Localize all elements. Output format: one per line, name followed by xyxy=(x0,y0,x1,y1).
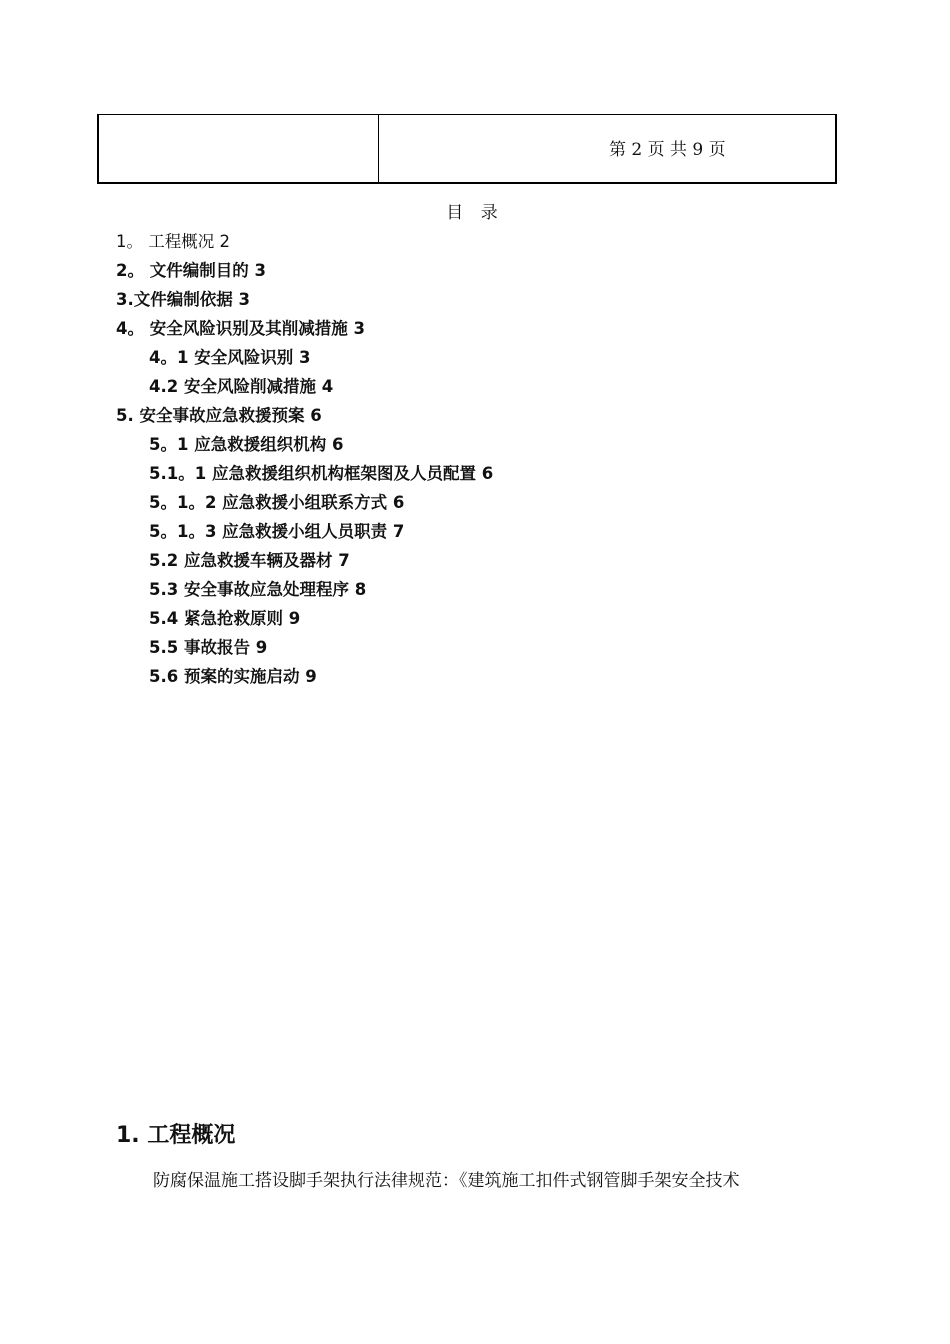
toc-item-5-1-3[interactable]: 5。1。3 应急救援小组人员职责 7 xyxy=(149,522,405,541)
toc-item-5-5[interactable]: 5.5 事故报告 9 xyxy=(149,638,268,657)
page-number: 第 2 页 共 9 页 xyxy=(609,140,726,160)
header-right-cell xyxy=(379,115,835,182)
toc-item-5-1-2[interactable]: 5。1。2 应急救援小组联系方式 6 xyxy=(149,493,405,512)
toc-item-5-1-1[interactable]: 5.1。1 应急救援组织机构框架图及人员配置 6 xyxy=(149,464,494,483)
toc-item-4-1[interactable]: 4。1 安全风险识别 3 xyxy=(149,348,311,367)
toc-item-4-2[interactable]: 4.2 安全风险削减措施 4 xyxy=(149,377,334,396)
toc-item-5[interactable]: 5. 安全事故应急救援预案 6 xyxy=(116,406,322,425)
toc-item-5-3[interactable]: 5.3 安全事故应急处理程序 8 xyxy=(149,580,367,599)
header-table xyxy=(97,114,837,184)
section-paragraph: 防腐保温施工搭设脚手架执行法律规范：《建筑施工扣件式钢管脚手架安全技术 xyxy=(153,1171,740,1191)
toc-item-5-4[interactable]: 5.4 紧急抢救原则 9 xyxy=(149,609,301,628)
toc-item-5-2[interactable]: 5.2 应急救援车辆及器材 7 xyxy=(149,551,350,570)
toc-item-5-1[interactable]: 5。1 应急救援组织机构 6 xyxy=(149,435,344,454)
section-heading: 1. 工程概况 xyxy=(116,1123,236,1148)
toc-item-1[interactable]: 1。 工程概况 2 xyxy=(116,232,230,251)
toc-title: 目 录 xyxy=(446,203,504,223)
header-left-cell xyxy=(99,115,379,182)
toc-item-2[interactable]: 2。 文件编制目的 3 xyxy=(116,261,266,280)
toc-item-4[interactable]: 4。 安全风险识别及其削减措施 3 xyxy=(116,319,365,338)
toc-item-3[interactable]: 3.文件编制依据 3 xyxy=(116,290,250,309)
toc-item-5-6[interactable]: 5.6 预案的实施启动 9 xyxy=(149,667,317,686)
